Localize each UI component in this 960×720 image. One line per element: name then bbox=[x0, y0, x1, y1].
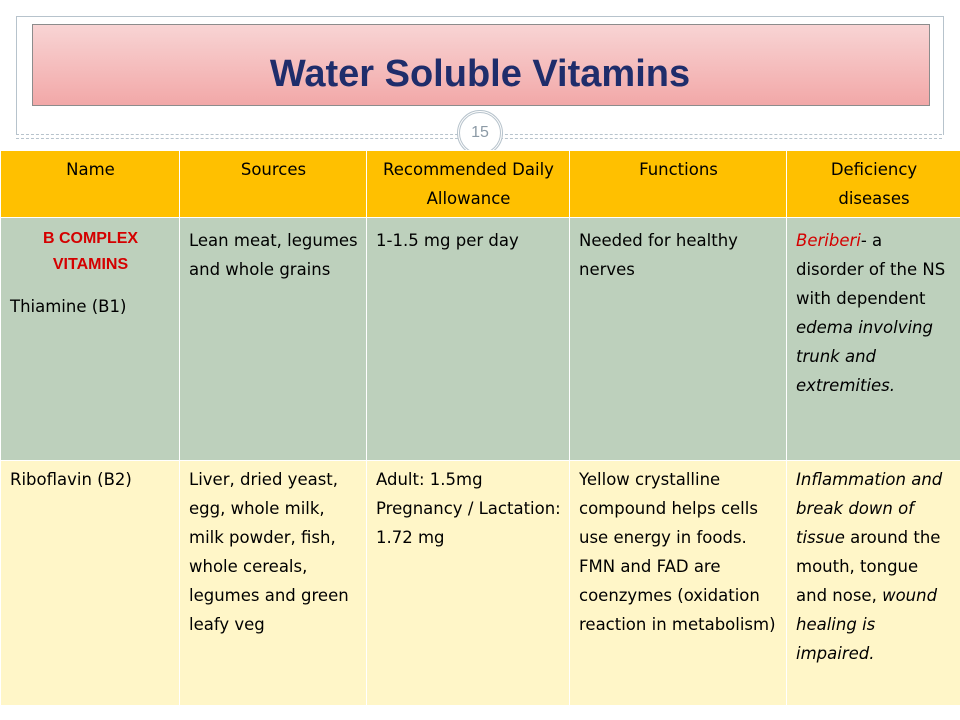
function-text: Yellow crystalline compound helps cells use energy in foods. bbox=[579, 470, 758, 547]
cell-name: Riboflavin (B2) bbox=[1, 461, 180, 706]
rda-pregnancy: Pregnancy / Lactation: 1.72 mg bbox=[376, 499, 561, 547]
cell-functions: Needed for healthy nerves bbox=[570, 218, 787, 461]
table-row bbox=[1, 218, 960, 461]
table-header-row bbox=[1, 151, 960, 218]
deficiency-term: Beriberi bbox=[796, 231, 861, 250]
header-name: Name bbox=[1, 151, 180, 218]
table-row bbox=[1, 461, 960, 706]
vitamin-name: Thiamine (B1) bbox=[10, 297, 127, 316]
deficiency-text-italic: wound healing is impaired. bbox=[796, 586, 938, 663]
cell-functions bbox=[570, 461, 787, 706]
header-functions: Functions bbox=[570, 151, 787, 218]
cell-deficiency bbox=[787, 461, 960, 706]
function-text: FMN and FAD are coenzymes (oxidation reaction in metabolism) bbox=[579, 557, 776, 634]
cell-sources: Liver, dried yeast, egg, whole milk, milk powder, fish, whole cereals, legumes and green leafy veg bbox=[180, 461, 367, 706]
header-rda: Recommended Daily Allowance bbox=[367, 151, 570, 218]
deficiency-text: around the mouth, tongue and nose, bbox=[796, 528, 941, 605]
cell-rda: 1-1.5 mg per day bbox=[367, 218, 570, 461]
slide-title: Water Soluble Vitamins bbox=[269, 53, 691, 95]
deficiency-text-italic: edema involving trunk and extremities. bbox=[796, 318, 933, 395]
vitamins-table bbox=[0, 150, 960, 706]
cell-rda bbox=[367, 461, 570, 706]
cell-sources: Lean meat, legumes and whole grains bbox=[180, 218, 367, 461]
cell-deficiency bbox=[787, 218, 960, 461]
header-sources: Sources bbox=[180, 151, 367, 218]
cell-name bbox=[1, 218, 180, 461]
deficiency-text-italic: Inflammation and break down of tissue bbox=[796, 470, 943, 547]
deficiency-text: - a disorder of the NS with dependent bbox=[796, 231, 946, 308]
rda-adult: Adult: 1.5mg bbox=[376, 470, 483, 489]
header-deficiency: Deficiency diseases bbox=[787, 151, 960, 218]
group-label: B COMPLEX VITAMINS bbox=[42, 230, 139, 273]
page-number-badge: 15 bbox=[457, 110, 503, 156]
